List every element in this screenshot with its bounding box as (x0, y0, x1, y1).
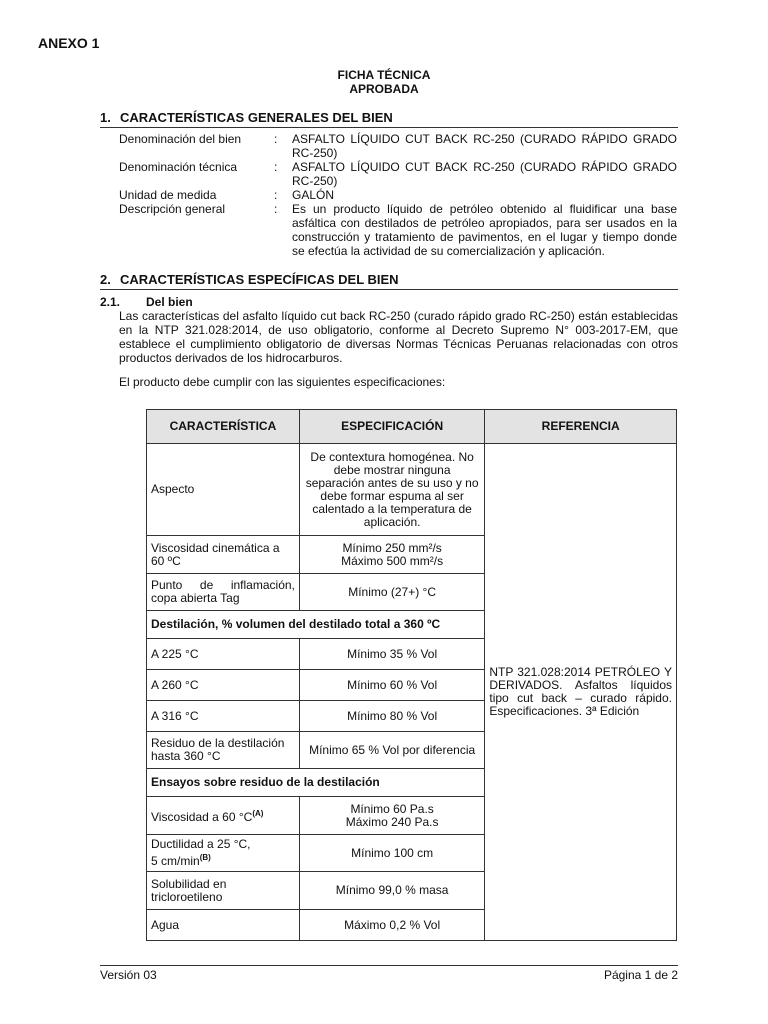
characteristic-cell: Aspecto (147, 444, 300, 536)
general-row-value: ASFALTO LÍQUIDO CUT BACK RC-250 (CURADO RÁPIDO GRADO RC-250) (292, 160, 677, 188)
group-heading: Ensayos sobre residuo de la destilación (147, 769, 485, 797)
table-row (147, 444, 677, 536)
specification-cell (299, 797, 485, 835)
characteristic-cell (147, 797, 300, 835)
characteristic-cell: A 260 °C (147, 670, 300, 701)
characteristic-cell: Residuo de la destilación hasta 360 °C (147, 732, 300, 769)
document-title-line2: APROBADA (349, 82, 419, 96)
specification-line: Máximo 500 mm²/s (341, 553, 444, 568)
colon: : (274, 132, 278, 146)
characteristic-cell (147, 835, 300, 872)
specification-line: Mínimo 60 Pa.s (350, 801, 434, 816)
specification-line: Mínimo 250 mm²/s (342, 540, 442, 555)
specification-line: Máximo 240 Pa.s (345, 814, 439, 829)
general-row-label: Denominación del bien (119, 132, 242, 146)
general-row (119, 188, 677, 202)
specification-cell: Mínimo 100 cm (299, 835, 485, 872)
specification-cell: Mínimo 60 % Vol (299, 670, 485, 701)
specification-cell: Mínimo 80 % Vol (299, 701, 485, 732)
colon: : (274, 188, 278, 202)
characteristic-name: 5 cm/min (151, 854, 200, 868)
section-2-heading (100, 272, 678, 290)
specifications-intro: El producto debe cumplir con las siguientes especificaciones: (119, 375, 446, 389)
specification-cell: Mínimo 99,0 % masa (299, 872, 485, 910)
general-row-label: Descripción general (119, 202, 226, 216)
subsection-title: Del bien (146, 295, 193, 309)
characteristic-cell: Agua (147, 910, 300, 941)
subsection-2-1 (100, 295, 678, 389)
characteristic-name-line: Ductilidad a 25 °C, (151, 837, 251, 851)
page-number: Página 1 de 2 (603, 968, 678, 982)
general-row-value: ASFALTO LÍQUIDO CUT BACK RC-250 (CURADO RÁPIDO GRADO RC-250) (292, 132, 677, 160)
characteristic-cell: A 316 °C (147, 701, 300, 732)
section-2-number: 2. (100, 272, 111, 287)
characteristic-name: Viscosidad a 60 °C (151, 810, 253, 824)
specification-cell: Máximo 0,2 % Vol (299, 910, 485, 941)
subsection-body: Las características del asfalto líquido cut back RC-250 (curado rápido grado RC-250) están establecidas en la NTP 321.028:2014, de uso obligatorio, conforme al Decreto Supremo N° 003-2017-EM, que establece el cumplimiento obligatorio de diversas Normas Técnicas Peruanas relacionadas con otros productos derivados de los hidrocarburos. (119, 309, 678, 365)
specification-cell: Mínimo (27+) °C (299, 574, 485, 611)
general-row-value: GALÓN (292, 188, 335, 202)
version-label: Versión 03 (100, 968, 157, 982)
specifications-table (146, 409, 677, 941)
section-1-title: CARACTERÍSTICAS GENERALES DEL BIEN (120, 110, 393, 125)
specification-cell (299, 536, 485, 574)
section-1-number: 1. (100, 110, 111, 125)
general-row (119, 202, 677, 258)
footnote-marker: (A) (252, 809, 264, 818)
characteristic-cell: Solubilidad en tricloroetileno (147, 872, 300, 910)
specification-cell: Mínimo 35 % Vol (299, 639, 485, 670)
document-title (0, 68, 768, 96)
characteristic-cell: Punto de inflamación, copa abierta Tag (147, 574, 300, 611)
general-row-label: Denominación técnica (119, 160, 238, 174)
reference-cell: NTP 321.028:2014 PETRÓLEO Y DERIVADOS. Asfaltos líquidos tipo cut back – curado rápido. Especificaciones. 3ª Edición (485, 444, 677, 941)
group-heading: Destilación, % volumen del destilado total a 360 ºC (147, 611, 485, 639)
subsection-number: 2.1. (100, 295, 121, 309)
section-2-title: CARACTERÍSTICAS ESPECÍFICAS DEL BIEN (120, 272, 399, 287)
general-row (119, 160, 677, 188)
table-header-row (147, 410, 677, 444)
colon: : (274, 160, 278, 174)
page-footer (100, 965, 678, 982)
specification-cell: De contextura homogénea. No debe mostrar ninguna separación antes de su uso y no debe formar espuma al ser calentado a la temperatura de aplicación. (299, 444, 485, 536)
general-row-value: Es un producto líquido de petróleo obtenido al fluidificar una base asfáltica con destilados de petróleo apropiados, para ser usados en la construcción y tratamiento de pavimentos, en el lugar y tiempo donde se efectúa la actividad de su comercialización y aplicación. (292, 202, 677, 258)
characteristic-name-line (151, 851, 295, 868)
general-characteristics-list (119, 132, 677, 258)
header-specification: ESPECIFICACIÓN (299, 410, 485, 444)
specification-cell: Mínimo 65 % Vol por diferencia (299, 732, 485, 769)
general-row-label: Unidad de medida (119, 188, 217, 202)
colon: : (274, 202, 278, 216)
general-row (119, 132, 677, 160)
footnote-marker: (B) (199, 853, 211, 862)
subsection-heading (100, 295, 678, 309)
header-characteristic: CARACTERÍSTICA (147, 410, 300, 444)
section-1-heading (100, 110, 678, 128)
characteristic-cell: A 225 °C (147, 639, 300, 670)
document-title-line1: FICHA TÉCNICA (337, 68, 431, 82)
annex-label: ANEXO 1 (38, 35, 100, 51)
header-reference: REFERENCIA (485, 410, 677, 444)
characteristic-cell: Viscosidad cinemática a 60 ºC (147, 536, 300, 574)
